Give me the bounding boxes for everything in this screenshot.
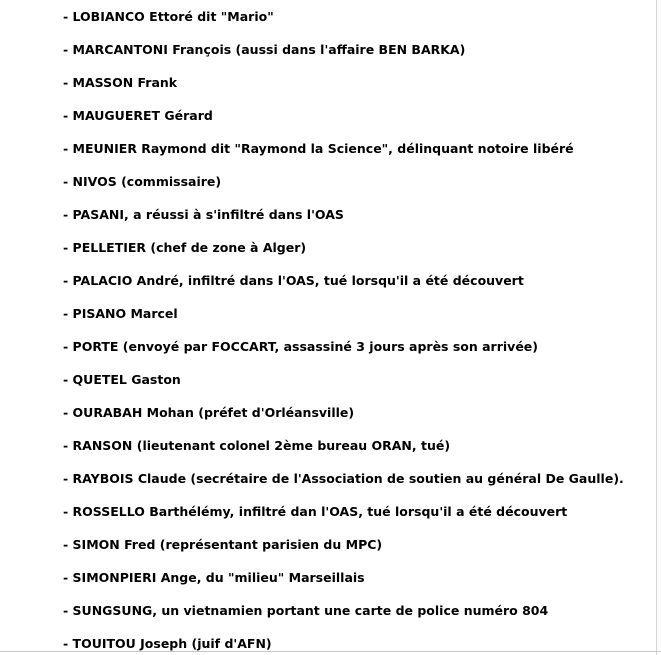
list-item: - NIVOS (commissaire) [63,174,222,189]
list-item: - PISANO Marcel [63,306,178,321]
bottom-edge-divider [0,651,661,652]
list-item: - PASANI, a réussi à s'infiltré dans l'OAS [63,207,344,222]
list-item: - SIMON Fred (représentant parisien du MPC) [63,537,383,552]
list-item: - SUNGSUNG, un vietnamien portant une carte de police numéro 804 [63,603,549,618]
list-item: - MAUGUERET Gérard [63,108,213,123]
list-item: - PALACIO André, infiltré dans l'OAS, tué lorsqu'il a été découvert [63,273,524,288]
list-item: - RANSON (lieutenant colonel 2ème bureau ORAN, tué) [63,438,451,453]
list-item: - RAYBOIS Claude (secrétaire de l'Association de soutien au général De Gaulle). [63,471,624,486]
list-item: - MARCANTONI François (aussi dans l'affaire BEN BARKA) [63,42,466,57]
list-item: - SIMONPIERI Ange, du "milieu" Marseillais [63,570,365,585]
list-item: - PELLETIER (chef de zone à Alger) [63,240,307,255]
list-item: - ROSSELLO Barthélémy, infiltré dan l'OAS, tué lorsqu'il a été découvert [63,504,568,519]
list-item: - QUETEL Gaston [63,372,181,387]
list-item: - PORTE (envoyé par FOCCART, assassiné 3 jours après son arrivée) [63,339,538,354]
list-item: - MASSON Frank [63,75,178,90]
name-list [63,8,624,655]
list-item: - TOUITOU Joseph (juif d'AFN) [63,636,272,651]
list-item: - LOBIANCO Ettoré dit "Mario" [63,9,274,24]
right-edge-divider [656,0,657,655]
list-item: - OURABAH Mohan (préfet d'Orléansville) [63,405,355,420]
list-item: - MEUNIER Raymond dit "Raymond la Science", délinquant notoire libéré [63,141,574,156]
